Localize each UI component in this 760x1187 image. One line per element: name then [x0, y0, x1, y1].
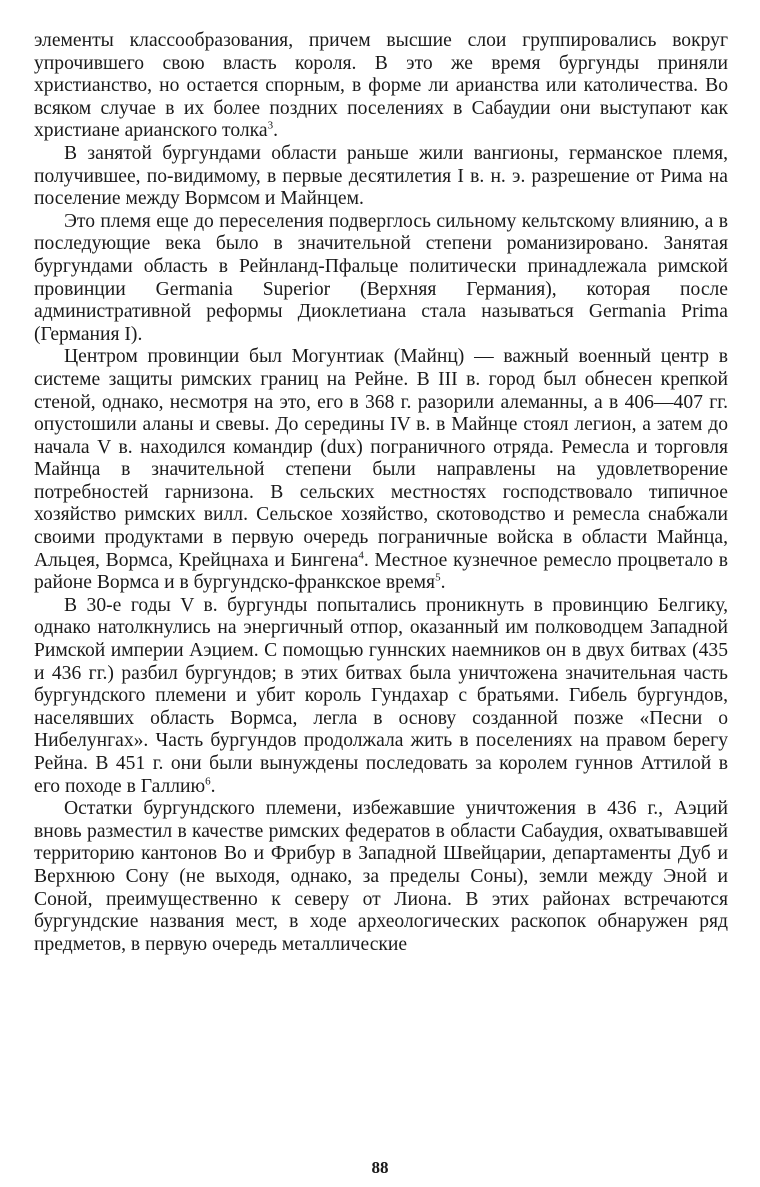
- paragraph-2: В занятой бургундами области раньше жили вангионы, германское племя, получившее, по-видимому, в первые десятилетия I в. н. э. разрешение от Рима на поселение между Вормсом и Майнцем.: [34, 142, 728, 210]
- footnote-ref: 4: [358, 549, 364, 562]
- page-number: 88: [371, 1158, 389, 1177]
- paragraph-1: элементы классообразования, причем высшие слои группировались вокруг упрочившего свою власть короля. В это же время бургунды приняли христианство, но остается спорным, в форме ли арианства или католичества. Во всяком случае в их более поздних поселениях в Сабаудии они выступают как христиане арианского толка$^3$.: [34, 30, 728, 142]
- body-text: [34, 30, 728, 956]
- footnote-ref: 3: [267, 119, 274, 132]
- footnote-ref: 6: [205, 775, 211, 788]
- paragraph-4: Центром провинции был Могунтиак (Майнц) — важный военный центр в системе защиты римских границ на Рейне. В III в. город был обнесен крепкой стеной, однако, несмотря на это, его в 368 г. разорили алеманны, а в 406—407 гг. опустошили аланы и свевы. До середины IV в. в Майнце стоял легион, а затем до начала V в. находился командир (dux) пограничного отряда. Ремесла и торговля Майнца в значительной степени были направлены на удовлетворение потребностей гарнизона. В сельских местностях господствовало типичное хозяйство римских вилл. Сельское хозяйство, скотоводство и ремесла снабжали своими продуктами в первую очередь пограничные войска в области Майнца, Альцея, Вормса, Крейцнаха и Бингена$^4$. Местное кузнечное ремесло процветало в районе Вормса и в бургундско-франкское время$^5$.: [34, 346, 728, 594]
- paragraph-3: Это племя еще до переселения подверглось сильному кельтскому влиянию, а в последующие века было в значительной степени романизировано. Занятая бургундами область в Рейнланд-Пфальце политически принадлежала римской провинции Germania Superior (Верхняя Германия), которая после административной реформы Диоклетиана стала называться Germania Prima (Германия I).: [34, 210, 728, 345]
- paragraph-6: Остатки бургундского племени, избежавшие уничтожения в 436 г., Аэций вновь разместил в качестве римских федератов в области Сабаудия, охватывавшей территорию кантонов Во и Фрибур в Западной Швейцарии, департаменты Дуб и Верхнюю Сону (не выходя, однако, за пределы Соны), земли между Эной и Соной, преимущественно к северу от Лиона. В этих районах встречаются бургундские названия мест, в ходе археологических раскопок обнаружен ряд предметов, в первую очередь металлические: [34, 798, 728, 955]
- paragraph-5: В 30-е годы V в. бургунды попытались проникнуть в провинцию Белгику, однако натолкнулись на энергичный отпор, оказанный им полководцем Западной Римской империи Аэцием. С помощью гуннских наемников он в двух битвах (435 и 436 гг.) разбил бургундов; в этих битвах была уничтожена значительная часть бургундского племени и убит король Гундахар с братьями. Гибель бургундов, населявших область Вормса, легла в основу созданной позже «Песни о Нибелунгах». Часть бургундов продолжала жить в поселениях на правом берегу Рейна. В 451 г. они были вынуждены последовать за королем гуннов Аттилой в его походе в Галлию$^6$.: [34, 594, 728, 797]
- footnote-ref: 5: [435, 571, 441, 584]
